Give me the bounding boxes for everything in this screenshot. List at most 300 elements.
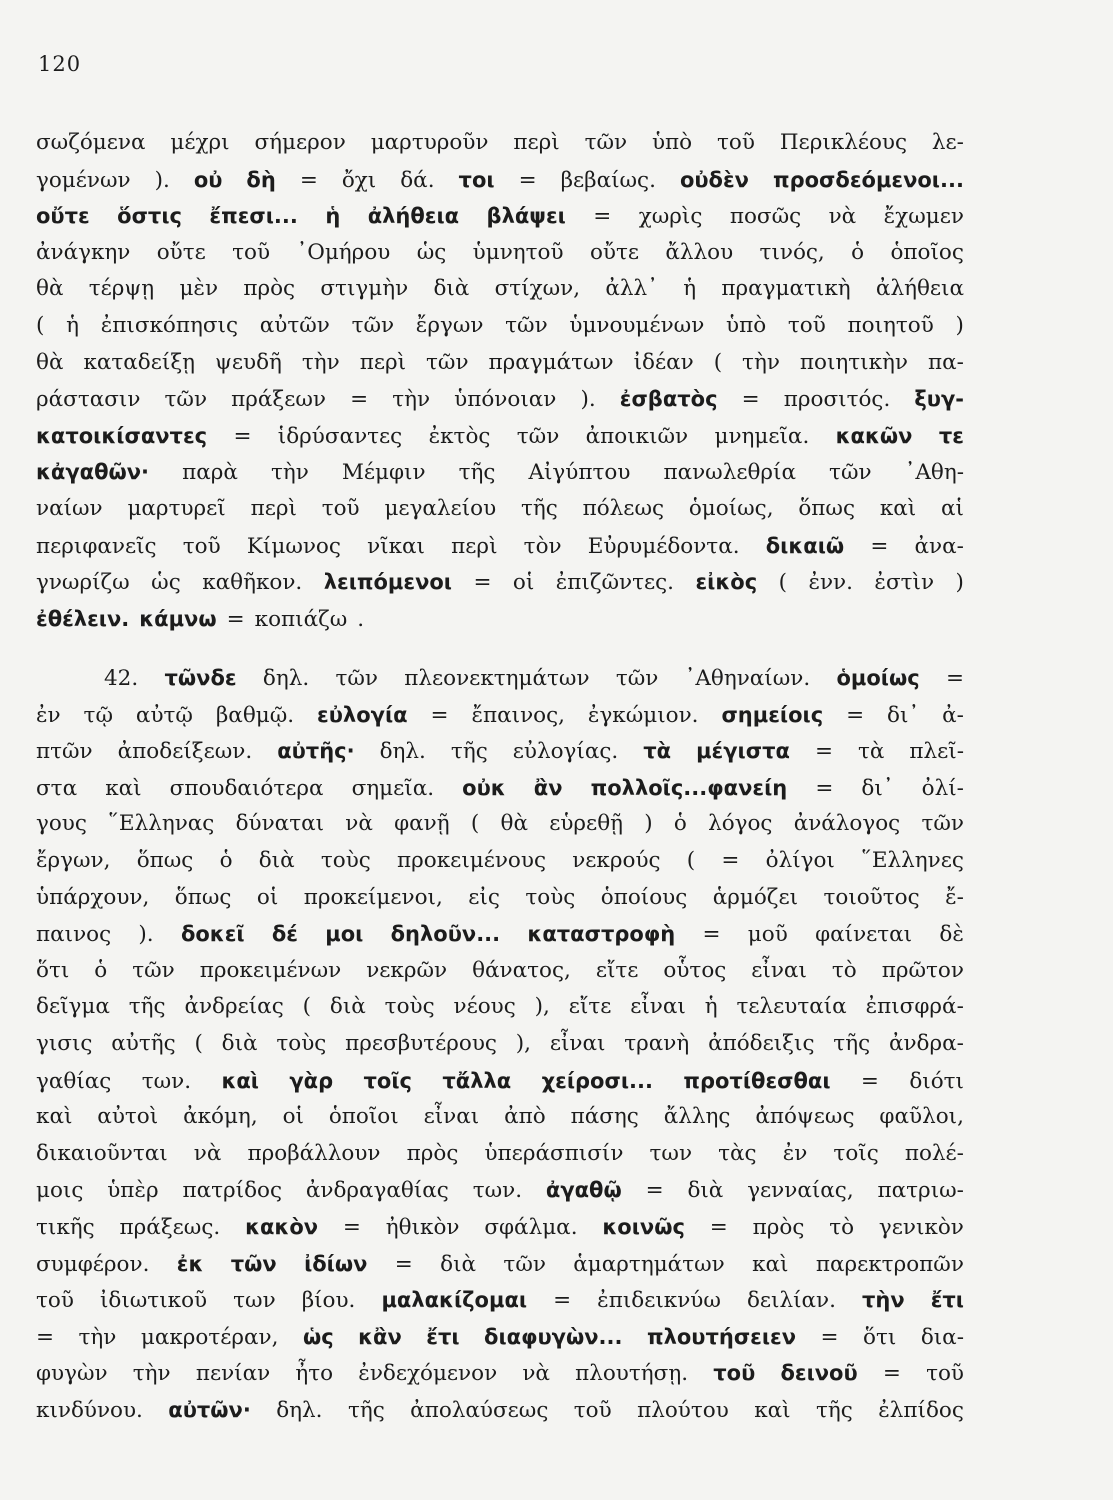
word: ἐν — [782, 1140, 808, 1166]
word: ποσῶς — [729, 204, 802, 230]
lemma-term: τοι — [458, 167, 495, 192]
word: ( — [194, 1030, 203, 1056]
lemma-term: ὁμοίως — [836, 666, 920, 690]
word: ἀνδρα- — [888, 1030, 964, 1056]
word: τῆς — [520, 495, 558, 521]
word: εἶναι — [630, 994, 686, 1020]
word: περὶ — [359, 349, 407, 375]
word: ἐλπίδος — [878, 1397, 964, 1423]
word: βίου. — [301, 1288, 356, 1314]
word: ὁ — [851, 239, 865, 265]
word: πάσης — [570, 1104, 639, 1130]
word: τοῦ — [787, 312, 826, 338]
word: θὰ — [36, 349, 64, 375]
word: αὐτῶν — [259, 312, 330, 338]
word: ἰδέαν — [633, 349, 694, 375]
lemma-term: τὴν — [862, 1288, 905, 1313]
word: θὰ — [500, 811, 528, 837]
word: ὑμνουμένων — [569, 312, 705, 338]
word: τοὺς — [320, 847, 371, 873]
word: = — [342, 1214, 361, 1240]
word: τοῦ — [232, 239, 271, 265]
word: ᾿Αθηναίων. — [684, 666, 811, 691]
word: διὰ — [687, 1178, 724, 1204]
text-line — [36, 733, 964, 770]
word: κινδύνου. — [36, 1397, 143, 1423]
lemma-term: ἐθέλειν. — [36, 606, 130, 631]
word: ἠθικὸν — [385, 1214, 460, 1240]
word: θὰ — [36, 276, 64, 302]
word: διὰ — [329, 994, 366, 1020]
word: παρὰ — [182, 460, 238, 486]
word: τὰς — [718, 1140, 757, 1166]
lemma-term: αὐτῆς· — [277, 739, 355, 764]
word: = — [721, 847, 740, 873]
word: ὡς — [416, 239, 447, 265]
word: φαίνεται — [815, 922, 913, 948]
word: καθῆκον. — [202, 570, 303, 596]
word: τὴν — [78, 1324, 117, 1350]
word: τῶν — [921, 811, 964, 837]
word: ἐνν. — [808, 570, 853, 596]
word: στιγμὴν — [320, 276, 409, 302]
word: ἀνάγκην — [36, 239, 131, 265]
word: φαῦλοι, — [879, 1104, 964, 1130]
word: ναίων — [36, 495, 103, 521]
word: αὐτῷ — [135, 702, 193, 728]
word: τῆς — [833, 1030, 871, 1056]
word: καὶ — [752, 1251, 789, 1277]
word: καταδείξῃ — [83, 349, 196, 375]
word: ἄλλου — [665, 239, 734, 265]
text-line — [36, 880, 964, 917]
lemma-term: χείροσι... — [541, 1068, 653, 1093]
word: τοῦ — [926, 1361, 964, 1387]
word: Αἰγύπτου — [528, 460, 631, 486]
word: πανωλεθρία — [663, 460, 796, 486]
word: = — [814, 739, 833, 765]
word: μέχρι — [170, 130, 230, 155]
lemma-term: τὰ — [643, 739, 672, 764]
word: ᾿Αθη- — [904, 460, 964, 486]
word: ἡ — [66, 312, 79, 338]
word: περὶ — [451, 533, 498, 559]
word: ἔργων, — [36, 847, 111, 873]
word: σφάλμα. — [484, 1214, 578, 1240]
word: δικαιοῦνται — [36, 1140, 168, 1166]
word: ἡ — [683, 276, 697, 302]
word: οὔτε — [156, 239, 206, 265]
word: πα- — [927, 349, 964, 375]
word: = — [593, 204, 612, 230]
word: τοῦ — [36, 1288, 74, 1314]
word: νῖκαι — [367, 533, 425, 559]
word: τῆς — [128, 994, 166, 1020]
commentary-paragraph-2 — [36, 660, 964, 1428]
lemma-term: κάμνω — [139, 606, 217, 631]
word: ( — [686, 847, 696, 873]
word: συμφέρον. — [36, 1251, 150, 1277]
word: πραγμάτων — [488, 349, 614, 375]
word: ὁποῖος — [890, 239, 964, 265]
word: καὶ — [105, 775, 142, 801]
word: οὗτος — [663, 957, 727, 983]
lemma-term: τοῦ — [713, 1361, 756, 1386]
lemma-term: ἀλήθεια — [367, 204, 460, 229]
text-line — [36, 601, 964, 638]
word: ἐγκώμιον. — [587, 702, 699, 728]
word: ἐνδεχόμενον — [358, 1361, 498, 1387]
word: δὲ — [939, 922, 964, 948]
word: δά. — [400, 167, 435, 193]
word: πρὸς — [406, 1140, 459, 1166]
word: ὅπως — [798, 495, 856, 521]
word: ἀνδραγαθίας — [305, 1178, 449, 1204]
word: δι᾿ — [887, 702, 920, 728]
lemma-term: κἂν — [358, 1324, 402, 1349]
word: = — [233, 423, 252, 449]
text-line — [36, 1319, 964, 1356]
text-line — [36, 125, 964, 162]
text-line — [36, 989, 964, 1026]
lemma-term: τοῖς — [363, 1068, 412, 1093]
lemma-term: μαλακίζομαι — [381, 1288, 528, 1313]
word: ἀπολαύσεως — [410, 1397, 549, 1423]
word: ἔχωμεν — [883, 204, 964, 230]
word: τὴν — [742, 349, 780, 375]
word: περὶ — [250, 495, 297, 521]
lemma-term: εἰκὸς — [695, 570, 758, 595]
word: ) — [955, 312, 964, 338]
word: τοὺς — [384, 994, 435, 1020]
word: ἐν — [36, 702, 61, 728]
word: ( — [36, 312, 45, 338]
word: ). — [138, 922, 154, 948]
word: λόγος — [708, 811, 773, 837]
word: σωζόμενα — [36, 130, 146, 155]
lemma-term: σημείοις — [721, 702, 824, 727]
word: ὑπὲρ — [107, 1178, 159, 1204]
text-line — [36, 1136, 964, 1173]
word: ὁ — [673, 811, 687, 837]
lemma-term: οὐδὲν — [679, 167, 749, 192]
word: ) — [644, 811, 653, 837]
word: πλεονεκτημάτων — [404, 666, 590, 691]
word: πατρίδος — [182, 1178, 283, 1204]
lemma-term: κατοικίσαντες — [36, 423, 208, 448]
word: τῶν — [615, 666, 659, 691]
word: νέους — [453, 994, 516, 1020]
word: = — [709, 1214, 728, 1240]
lemma-term: αὐτῶν· — [168, 1397, 251, 1422]
word: διὰ — [440, 1251, 477, 1277]
word: τελευταία — [736, 994, 847, 1020]
lemma-term: ἔτι — [930, 1288, 964, 1313]
word: Μέμφιν — [341, 460, 426, 486]
word: εἶναι — [751, 957, 807, 983]
word: 42. — [104, 666, 139, 691]
word: σπουδαιότερα — [169, 775, 324, 801]
word: τὸ — [829, 1214, 855, 1240]
word: τῆς — [450, 739, 488, 765]
text-line — [36, 528, 964, 565]
lemma-term: ἡ — [325, 204, 341, 229]
word: ράστασιν — [36, 387, 141, 413]
word: ὁ — [219, 847, 233, 873]
text-line — [36, 1063, 964, 1100]
word: καὶ — [879, 495, 917, 521]
word: γαθίας — [36, 1068, 112, 1094]
word: προκειμένων — [199, 957, 342, 983]
word: ἄλλης — [663, 1104, 731, 1130]
lemma-term: δέ — [271, 922, 298, 947]
word: μνημεῖα. — [714, 423, 810, 449]
word: ἀποικιῶν — [585, 423, 689, 449]
word: αὐτοὶ — [97, 1104, 159, 1130]
word: κοπιάζω — [254, 606, 348, 632]
word: οἱ — [512, 570, 535, 596]
text-line — [36, 235, 964, 272]
word: ἀπὸ — [504, 1104, 546, 1130]
word: ὁποίους — [600, 884, 688, 910]
word: πρεσβυτέρους — [345, 1030, 497, 1056]
lemma-term: λειπόμενοι — [323, 570, 452, 595]
text-line — [36, 1172, 964, 1209]
word: διὰ — [258, 847, 295, 873]
lemma-term: πλουτήσειεν — [646, 1324, 797, 1349]
lemma-term: προτίθεσθαι — [683, 1068, 831, 1093]
word: προσιτός. — [783, 387, 891, 413]
word: δηλ. — [276, 1397, 323, 1423]
text-line — [36, 953, 964, 990]
text-line — [36, 1392, 964, 1429]
lemma-term: μοι — [325, 922, 364, 947]
lemma-term: δοκεῖ — [180, 922, 245, 947]
page-number: 120 — [38, 52, 82, 76]
word: περιφανεῖς — [36, 533, 157, 559]
word: ἀλήθεια — [875, 276, 964, 302]
word: πρὸς — [243, 276, 296, 302]
lemma-term: τε — [938, 423, 964, 448]
word: ὅπως — [136, 847, 194, 873]
word: αἱ — [941, 495, 964, 521]
word: των. — [472, 1178, 523, 1204]
lemma-term: δηλοῦν... — [390, 922, 501, 947]
word: μεγαλείου — [384, 495, 497, 521]
word: γενικὸν — [878, 1214, 964, 1240]
word: = — [860, 1068, 879, 1094]
lemma-term: κακὸν — [245, 1214, 319, 1239]
lemma-term: γὰρ — [289, 1068, 334, 1093]
word: ὑπὸ — [651, 130, 693, 155]
word: των. — [141, 1068, 192, 1094]
commentary-paragraph-1 — [36, 125, 964, 637]
word: τοὺς — [276, 1030, 327, 1056]
word: ὁμοίως, — [688, 495, 774, 521]
word: ἁμαρτημάτων — [573, 1251, 725, 1277]
lemma-term: ἀγαθῷ — [545, 1178, 622, 1203]
word: = — [350, 387, 369, 413]
word: δια- — [920, 1324, 964, 1350]
word: μοῦ — [747, 922, 788, 948]
word: δηλ. — [379, 739, 426, 765]
word: . — [357, 606, 365, 632]
word: πενίαν — [195, 1361, 271, 1387]
word: Περικλέους — [779, 130, 908, 155]
word: ὑπάρχουν, — [36, 884, 150, 910]
word: μακροτέραν, — [140, 1324, 279, 1350]
word: τινός, — [759, 239, 825, 265]
lemma-term: δεινοῦ — [780, 1361, 858, 1386]
word: μαρτυρεῖ — [127, 495, 226, 521]
word: νὰ — [193, 1140, 222, 1166]
text-line — [36, 660, 964, 697]
word: μοις — [36, 1178, 84, 1204]
word: σήμερον — [254, 130, 346, 155]
text-line — [36, 308, 964, 345]
word: ἰδιωτικοῦ — [99, 1288, 208, 1314]
word: εὑρεθῇ — [549, 811, 624, 837]
word: τῷ — [83, 702, 113, 728]
word: = — [882, 1361, 901, 1387]
word: τῶν — [164, 387, 208, 413]
word: των — [649, 1140, 693, 1166]
word: δηλ. — [262, 666, 310, 691]
lemma-term: οὔτε — [36, 204, 90, 229]
word: εἰς — [468, 884, 500, 910]
word: = — [870, 533, 889, 559]
word: περὶ — [513, 130, 560, 155]
word: τῆς — [458, 460, 496, 486]
word: γους — [36, 811, 87, 837]
word: ὑπὸ — [726, 312, 767, 338]
word: ἀπόδειξις — [708, 1030, 815, 1056]
word: ἔπαινος, — [471, 702, 565, 728]
text-line — [36, 418, 964, 455]
lemma-term: ἰδίων — [304, 1251, 368, 1276]
word: Εὐρυμέδοντα. — [587, 533, 740, 559]
text-line — [36, 564, 964, 601]
text-line — [36, 697, 964, 734]
word: ). — [580, 387, 596, 413]
word: ἐπισκόπησις — [100, 312, 239, 338]
lemma-term: κοινῶς — [602, 1214, 685, 1239]
word: ), — [515, 1030, 532, 1056]
word: τῶν — [505, 312, 548, 338]
word: Κίμωνος — [246, 533, 341, 559]
text-line — [36, 381, 964, 418]
word: ἁρμόζει — [712, 884, 799, 910]
word: ἀ- — [942, 702, 964, 728]
word: = — [226, 606, 245, 632]
lemma-term: κακῶν — [835, 423, 913, 448]
word: τῆς — [816, 1397, 853, 1423]
lemma-term: ἐσβατὸς — [619, 387, 718, 412]
word: διότι — [909, 1068, 964, 1094]
word: στίχων, — [494, 276, 581, 302]
word: ἀλλ᾿ — [605, 276, 658, 302]
word: νὰ — [522, 1361, 550, 1387]
lemma-term: δὴ — [246, 167, 276, 192]
text-line — [36, 770, 964, 807]
word: ), — [534, 994, 550, 1020]
text-line — [36, 916, 964, 953]
text-line — [36, 162, 964, 199]
lemma-term: οὐκ — [462, 775, 506, 800]
word: πτῶν — [36, 739, 93, 765]
word: ἡ — [704, 994, 718, 1020]
word: βεβαίως. — [560, 167, 656, 193]
word: ὀλίγοι — [765, 847, 835, 873]
word: ἐκτὸς — [428, 423, 491, 449]
text-line — [36, 1099, 964, 1136]
lemma-term: ἂν — [533, 775, 563, 800]
word: τῶν — [829, 460, 872, 486]
word: γνωρίζω — [36, 570, 130, 596]
word: πρὸς — [752, 1214, 805, 1240]
word: προκείμενοι, — [303, 884, 443, 910]
word: τοῦ — [717, 130, 755, 155]
word: διὰ — [221, 1030, 258, 1056]
word: ἀπόψεως — [755, 1104, 855, 1130]
word: εἴτε — [595, 957, 639, 983]
word: χωρὶς — [638, 204, 703, 230]
word: πλεῖ- — [909, 739, 964, 765]
word: ἀκόμη, — [183, 1104, 258, 1130]
word: γομένων — [36, 167, 131, 193]
word: φυγὼν — [36, 1361, 108, 1387]
word: ἦτο — [295, 1361, 334, 1387]
text-line — [36, 1282, 964, 1319]
lemma-term: ἐκ — [176, 1251, 204, 1276]
word: ἀποδείξεων. — [117, 739, 253, 765]
word: ὁποῖοι — [328, 1104, 399, 1130]
lemma-term: ἔτι — [426, 1324, 460, 1349]
word: εἶναι — [423, 1104, 480, 1130]
text-line — [36, 1026, 964, 1063]
word: δύναται — [235, 811, 325, 837]
word: ἔργων — [415, 312, 484, 338]
word: ὑπόνοιαν — [454, 387, 557, 413]
word: φανῇ — [394, 811, 450, 837]
word: εἴτε — [568, 994, 612, 1020]
lemma-term: τῶνδε — [164, 666, 237, 690]
word: ποιητικὴν — [799, 349, 908, 375]
word: νὰ — [828, 204, 857, 230]
word: οἱ — [256, 884, 279, 910]
word: θάνατος, — [472, 957, 571, 983]
word: παρεκτροπῶν — [815, 1251, 964, 1277]
word: τῶν — [503, 1251, 546, 1277]
word: τῶν — [584, 130, 628, 155]
word: προκειμένους — [397, 847, 546, 873]
word: τὴν — [132, 1361, 171, 1387]
text-line — [36, 198, 964, 235]
text-line — [36, 1246, 964, 1283]
word: ὑμνητοῦ — [472, 239, 564, 265]
word: τοῦ — [321, 495, 360, 521]
word: τοὺς — [525, 884, 576, 910]
word: = — [553, 1288, 572, 1314]
word: = — [36, 1324, 55, 1350]
word: τῶν — [335, 666, 378, 691]
lemma-term: ξυγ- — [914, 387, 964, 412]
word: πραγματικὴ — [721, 276, 851, 302]
word: τῶν — [516, 423, 560, 449]
word: ὡς — [151, 570, 181, 596]
word: τὸ — [831, 957, 857, 983]
word: πράξεων — [231, 387, 326, 413]
